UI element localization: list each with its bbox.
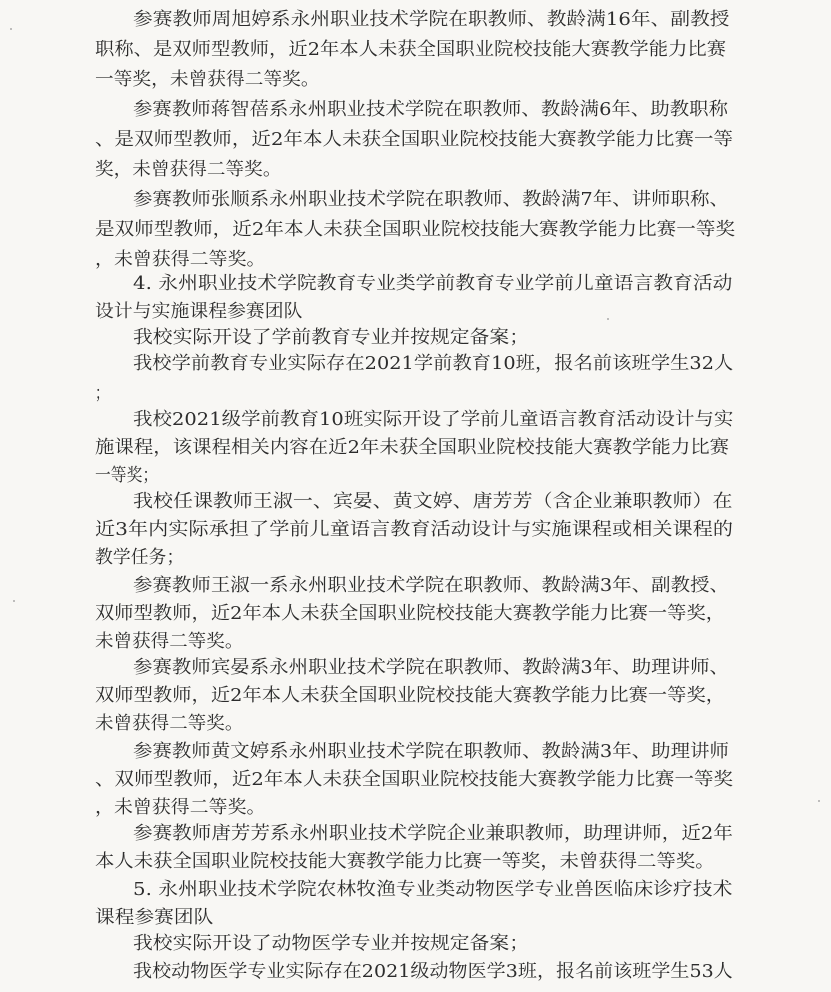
scan-speck [607,318,609,320]
section-heading-line: 课程参赛团队 [95,907,214,928]
text-line: 职称、是双师型教师，近2年本人未获全国职业院校技能大赛教学能力比赛 [95,39,727,60]
text-line: 我校实际开设了学前教育专业并按规定备案； [133,327,529,348]
text-line: 参赛教师蒋智蓓系永州职业技术学院在职教师、教龄满6年、助教职称 [133,99,728,120]
scan-speck [13,600,15,602]
text-line: 我校任课教师王淑一、宾晏、黄文婷、唐芳芳（含企业兼职教师）在 [133,491,733,512]
text-line: 双师型教师，近2年本人未获全国职业院校技能大赛教学能力比赛一等奖， [95,685,726,706]
scan-speck [10,28,12,30]
text-line: 参赛教师宾晏系永州职业技术学院在职教师、教龄满3年、助理讲师、 [133,657,729,678]
text-line: 未曾获得二等奖。 [95,713,244,734]
text-line: 参赛教师黄文婷系永州职业技术学院在职教师、教龄满3年、助理讲师 [133,741,729,762]
section-heading-line: 5. 永州职业技术学院农林牧渔专业类动物医学专业兽医临床诊疗技术 [133,879,733,900]
section-heading-line: 4. 永州职业技术学院教育专业类学前教育专业学前儿童语言教育活动 [133,273,733,294]
text-line: 、是双师型教师，近2年本人未获全国职业院校技能大赛教学能力比赛一等 [95,129,734,150]
text-line: 、双师型教师，近2年本人未获全国职业院校技能大赛教学能力比赛一等奖 [95,769,734,790]
text-line: 参赛教师王淑一系永州职业技术学院在职教师、教龄满3年、副教授、 [133,575,729,596]
text-line: ，未曾获得二等奖。 [95,249,266,270]
text-line: 奖，未曾获得二等奖。 [95,159,282,180]
text-line: 我校动物医学专业实际存在2021级动物医学3班，报名前该班学生53人 [133,961,733,982]
text-line: ，未曾获得二等奖。 [95,797,266,818]
text-line: 我校实际开设了动物医学专业并按规定备案； [133,933,529,954]
text-line: 是双师型教师，近2年本人未获全国职业院校技能大赛教学能力比赛一等奖 [95,219,736,240]
text-line: 一等奖； [95,465,159,486]
text-line: 未曾获得二等奖。 [95,631,244,652]
scan-speck [818,800,820,802]
text-line: 本人未获全国职业院校技能大赛教学能力比赛一等奖，未曾获得二等奖。 [95,851,715,872]
text-line: ； [95,383,110,404]
text-line: 教学任务； [95,547,185,568]
text-line: 近3年内实际承担了学前儿童语言教育活动设计与实施课程或相关课程的 [95,519,734,540]
text-line: 我校2021级学前教育10班实际开设了学前儿童语言教育活动设计与实 [133,409,734,430]
text-line: 双师型教师，近2年本人未获全国职业院校技能大赛教学能力比赛一等奖， [95,603,726,624]
text-line: 我校学前教育专业实际存在2021学前教育10班，报名前该班学生32人 [133,353,734,374]
text-line: 参赛教师周旭婷系永州职业技术学院在职教师、教龄满16年、副教授 [133,9,730,30]
text-line: 参赛教师唐芳芳系永州职业技术学院企业兼职教师，助理讲师，近2年 [133,823,733,844]
text-line: 一等奖，未曾获得二等奖。 [95,69,320,90]
section-heading-line: 设计与实施课程参赛团队 [95,301,303,322]
text-line: 参赛教师张顺系永州职业技术学院在职教师、教龄满7年、讲师职称、 [133,189,729,210]
text-line: 施课程，该课程相关内容在近2年未获全国职业院校技能大赛教学能力比赛 [95,437,730,458]
